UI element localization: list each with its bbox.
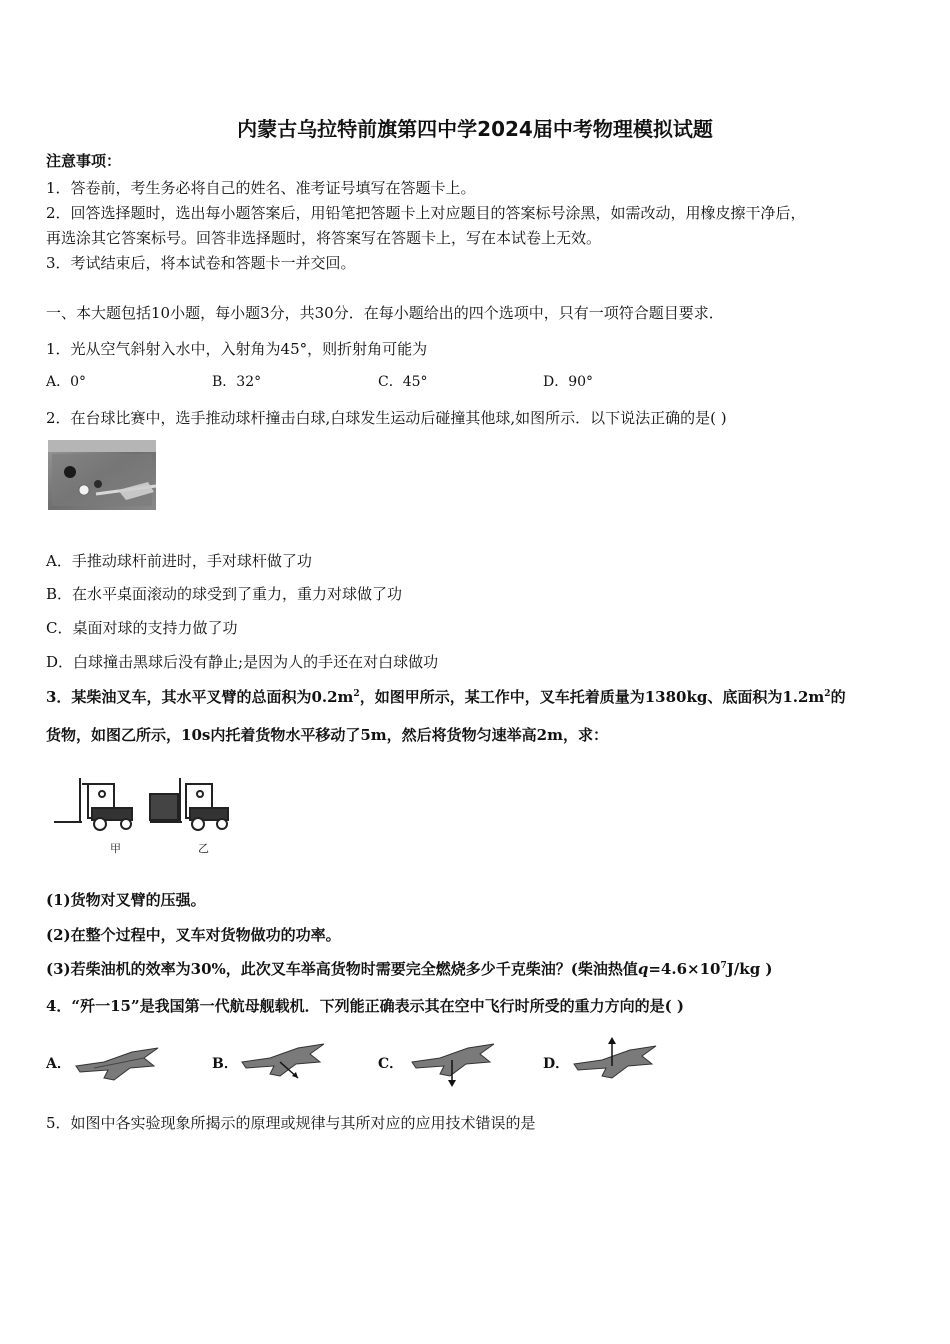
jet-figure-c xyxy=(410,1040,496,1088)
q3-sub-3: (3)若柴油机的效率为30%，此次叉车举高货物时需要完全燃烧多少千克柴油？(柴油热值$q=4.6\times 10^7J/kg$ ) xyxy=(46,960,773,978)
q1-option-a: A．0° xyxy=(46,374,87,390)
question-2-stem: 2．在台球比赛中，选手推动球杆撞击白球,白球发生运动后碰撞其他球,如图所示．以下说法正确的是( ) xyxy=(46,409,727,427)
question-3-stem-line2: 货物，如图乙所示，10s内托着货物水平移动了5m，然后将货物匀速举高2m，求： xyxy=(46,726,608,744)
q2-option-d: D．白球撞击黑球后没有静止;是因为人的手还在对白球做功 xyxy=(46,653,439,671)
q2-option-c: C．桌面对球的支持力做了功 xyxy=(46,619,238,637)
jet-figure-a xyxy=(74,1044,160,1088)
question-1-stem: 1．光从空气斜射入水中，入射角为45°，则折射角可能为 xyxy=(46,340,428,358)
q1-option-d: D．90° xyxy=(543,374,594,390)
q1-option-c: C．45° xyxy=(378,374,428,390)
figure-label-yi: 乙 xyxy=(198,842,209,855)
q4-option-a: A． xyxy=(46,1056,71,1072)
q2-option-b: B．在水平桌面滚动的球受到了重力，重力对球做了功 xyxy=(46,585,403,603)
notice-item: 2．回答选择题时，选出每小题答案后，用铅笔把答题卡上对应题目的答案标号涂黑，如需改动，用橡皮擦干净后， xyxy=(46,204,806,222)
figure-label-jia: 甲 xyxy=(110,842,121,855)
billiards-photo xyxy=(48,440,156,510)
question-4-stem: 4．“歼一15”是我国第一代航母舰载机．下列能正确表示其在空中飞行时所受的重力方向的是( ) xyxy=(46,997,684,1015)
q2-option-a: A．手推动球杆前进时，手对球杆做了功 xyxy=(46,552,312,570)
notice-item: 1．答卷前，考生务必将自己的姓名、准考证号填写在答题卡上。 xyxy=(46,179,476,197)
notice-item: 3．考试结束后，将本试卷和答题卡一并交回。 xyxy=(46,254,356,272)
section-heading: 一、本大题包括10小题，每小题3分，共30分．在每小题给出的四个选项中，只有一项符合题目要求． xyxy=(46,304,724,322)
notice-heading: 注意事项： xyxy=(46,152,122,170)
q4-option-b: B． xyxy=(212,1056,238,1072)
page-title: 内蒙古乌拉特前旗第四中学2024届中考物理模拟试题 xyxy=(237,117,713,141)
q3-sub-1: (1)货物对叉臂的压强。 xyxy=(46,891,206,909)
question-3-stem-line1: 3．某柴油叉车，其水平叉臂的总面积为$0.2m^2$，如图甲所示，某工作中，叉车托着质量为1380kg、底面积为$1.2m^2$的 xyxy=(46,688,846,706)
q4-option-c: C． xyxy=(378,1056,404,1072)
q1-option-b: B．32° xyxy=(212,374,262,390)
question-5-stem: 5．如图中各实验现象所揭示的原理或规律与其所对应的应用技术错误的是 xyxy=(46,1114,536,1132)
notice-item: 再选涂其它答案标号。回答非选择题时，将答案写在答题卡上，写在本试卷上无效。 xyxy=(46,229,602,247)
q3-sub-2: (2)在整个过程中，叉车对货物做功的功率。 xyxy=(46,926,341,944)
q4-option-d: D． xyxy=(543,1056,570,1072)
jet-figure-b xyxy=(240,1040,326,1084)
jet-figure-d xyxy=(572,1036,658,1086)
forklift-figure xyxy=(52,770,232,858)
